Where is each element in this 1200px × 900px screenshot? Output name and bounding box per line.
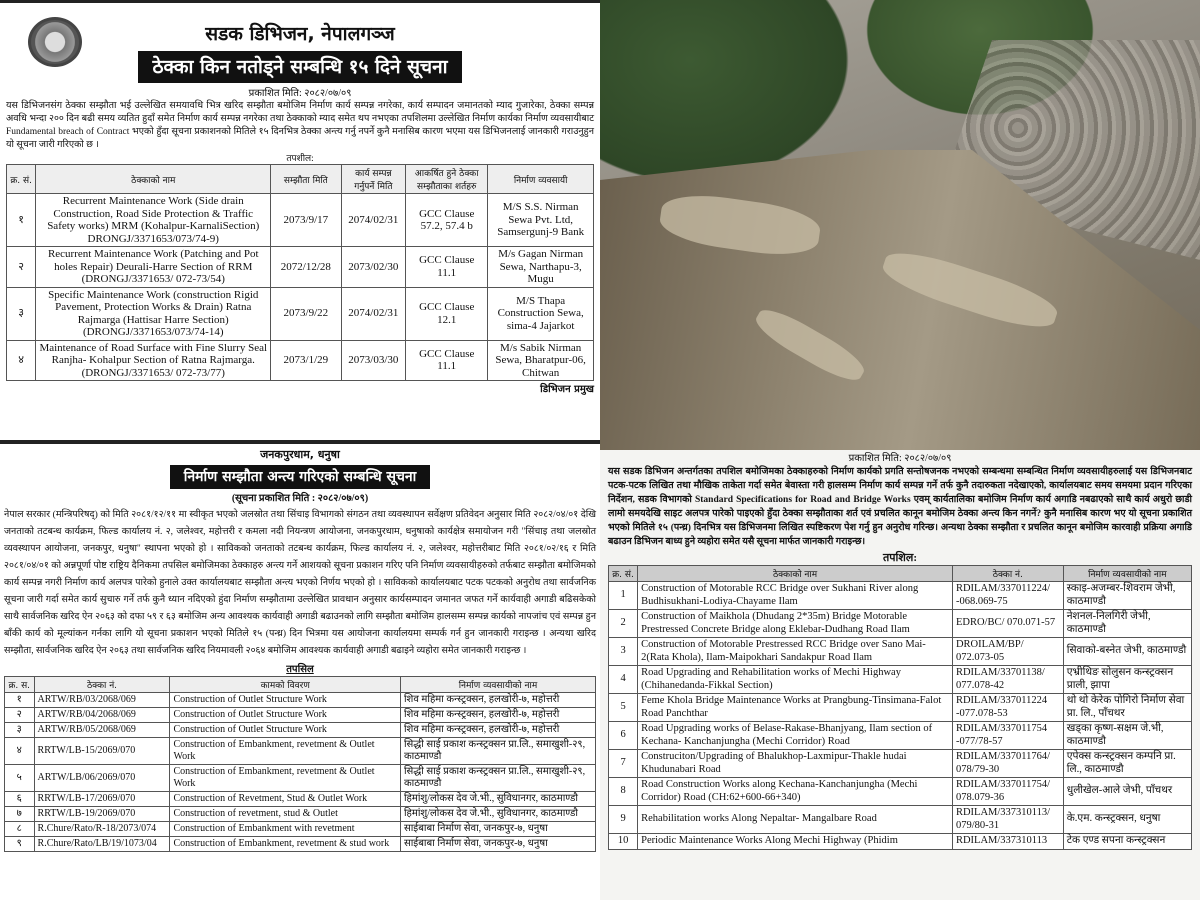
table-cell: 7 bbox=[609, 750, 638, 778]
table-cell: 3 bbox=[609, 638, 638, 666]
table-row bbox=[5, 693, 596, 708]
table-cell: शिव महिमा कन्स्ट्रक्सन, हलखोरी-७, महोत्तरी bbox=[400, 693, 595, 708]
table-cell: 2073/9/17 bbox=[271, 194, 341, 247]
table-cell: 1 bbox=[609, 582, 638, 610]
column-header: क्र. सं. bbox=[7, 165, 36, 194]
column-header: निर्माण व्यवसायीको नाम bbox=[400, 677, 595, 693]
table-cell: R.Chure/Rato/LB/19/1073/04 bbox=[34, 837, 170, 852]
column-header: सम्झौता मिति bbox=[271, 165, 341, 194]
column-header: ठेक्काको नाम bbox=[36, 165, 271, 194]
column-header: आकर्षित हुने ठेक्का सम्झौताका शर्तहरु bbox=[406, 165, 488, 194]
table-cell: हिमांशु/लोकस देव जे.भी., सुविधानगर, काठमाण्डौ bbox=[400, 807, 595, 822]
table-cell: ARTW/RB/05/2068/069 bbox=[34, 723, 170, 738]
table-cell: Rehabilitation works Along Nepaltar- Mangalbare Road bbox=[638, 806, 953, 834]
table-cell: ४ bbox=[7, 340, 36, 381]
table-row bbox=[609, 806, 1192, 834]
table-row bbox=[7, 287, 594, 340]
table-cell: M/S S.S. Nirman Sewa Pvt. Ltd, Samsergunj-9 Bank bbox=[488, 194, 594, 247]
table-cell: Recurrent Maintenance Work (Side drain Construction, Road Side Protection & Traffic Safety works) MRM (Kohalpur-KarnaliSection) DRONGJ/3371653/073/74-9) bbox=[36, 194, 271, 247]
table-cell: ARTW/RB/03/2068/069 bbox=[34, 693, 170, 708]
table-cell: M/s Sabik Nirman Sewa, Bharatpur-06, Chitwan bbox=[488, 340, 594, 381]
table-cell: Construction of Outlet Structure Work bbox=[170, 693, 400, 708]
table-cell: २ bbox=[5, 708, 35, 723]
table-row bbox=[5, 723, 596, 738]
notice-paragraph: यस डिभिजनसंग ठेक्का सम्झौता भई उल्लेखित समयावधि भित्र खरिद सम्झौता बमोजिम निर्माण कार्य सम्पन्न नगरेका, कार्य सम्पादन जमानतको म्याद गुजारेका, ठेक्का सम्पन्न अवधि भन्दा २०० दिन बढी समय व्यतित हुदाँ समेत निर्माण कार्य सम्पन्न नगरेका तथा ठेक्काको म्याद समेत थप नभएका तपशिलमा उल्लेखित निर्माण कार्यका निर्माण व्यवसायीबाट Fundamental breach of Contract भएको हुँदा सूचना प्रकाशनको मितिले १५ दिनभित्र ठेक्का अन्त्य गर्नु नपर्ने कुनै मनासिब कारण भएमा यस डिभिजनलाई जानकारी गराउनुहुन यो सूचना जारी गरिएको छ । bbox=[6, 101, 594, 150]
table-cell: Construction of Motorable RCC Bridge over Sukhani River along Budhisukhani-Lodiya-Chayame Ilam bbox=[638, 582, 953, 610]
contract-table bbox=[6, 164, 594, 381]
table-cell: Periodic Maintenance Works Along Mechi Highway (Phidim bbox=[638, 834, 953, 850]
table-cell: RDILAM/337011224 -077.078-53 bbox=[952, 694, 1063, 722]
table-cell: 10 bbox=[609, 834, 638, 850]
table-cell: साईबाबा निर्माण सेवा, जनकपुर-७, धनुषा bbox=[400, 837, 595, 852]
column-header: ठेक्का नं. bbox=[34, 677, 170, 693]
table-cell: ९ bbox=[5, 837, 35, 852]
table-row bbox=[7, 247, 594, 288]
table-cell: हिमांशु/लोकस देव जे.भी., सुविधानगर, काठमाण्डौ bbox=[400, 792, 595, 807]
table-cell: टेक एण्ड सपना कन्स्ट्रक्सन bbox=[1063, 834, 1191, 850]
notice-road-division-nepalgunj bbox=[0, 0, 600, 440]
office-name: जनकपुरधाम, धनुषा bbox=[260, 448, 340, 461]
table-cell: Specific Maintenance Work (construction Rigid Pavement, Protection Works & Drain) Ratna Rajmarga (Hattisar Harre Section) (DRONGJ/3371653/073/74-14) bbox=[36, 287, 271, 340]
table-cell: 2073/03/30 bbox=[341, 340, 406, 381]
table-row bbox=[609, 666, 1192, 694]
column-header: कार्य सम्पन्न गर्नुपर्ने मिति bbox=[341, 165, 406, 194]
table-cell: ५ bbox=[5, 765, 35, 792]
table-cell: सिवाको-बस्नेत जेभी, काठमाण्डौ bbox=[1063, 638, 1191, 666]
table-header-row bbox=[7, 165, 594, 194]
table-cell: R.Chure/Rato/R-18/2073/074 bbox=[34, 822, 170, 837]
table-cell: ८ bbox=[5, 822, 35, 837]
table-cell: Construction of Revetment, Stud & Outlet Work bbox=[170, 792, 400, 807]
column-header: क्र. स. bbox=[5, 677, 35, 693]
table-cell: Construciton/Upgrading of Bhalukhop-Laxmipur-Thakle hudai Khudunabari Road bbox=[638, 750, 953, 778]
table-cell: ARTW/RB/04/2068/069 bbox=[34, 708, 170, 723]
table-cell: RDILAM/337011754/ 078.079-36 bbox=[952, 778, 1063, 806]
table-row bbox=[5, 708, 596, 723]
table-cell: खड्का कृष्ण-सक्षम जे.भी, काठमाण्डौ bbox=[1063, 722, 1191, 750]
column-header: कामको विवरण bbox=[170, 677, 400, 693]
table-cell: Construction of Outlet Structure Work bbox=[170, 723, 400, 738]
table-cell: नेशनल-निलगिरी जेभी, काठमाण्डौ bbox=[1063, 610, 1191, 638]
road-photo bbox=[600, 0, 1200, 450]
table-cell: GCC Clause 11.1 bbox=[406, 247, 488, 288]
table-cell: Road Upgrading and Rehabilitation works of Mechi Highway (Chihanedanda-Fikkal Section) bbox=[638, 666, 953, 694]
column-header: ठेक्काको नाम bbox=[638, 566, 953, 582]
table-row bbox=[609, 750, 1192, 778]
table-cell: DROILAM/BP/ 072.073-05 bbox=[952, 638, 1063, 666]
table-cell: Construction of Embankment, revetment & Outlet Work bbox=[170, 765, 400, 792]
table-row bbox=[7, 194, 594, 247]
table-cell: RDILAM/337011754 -077/78-57 bbox=[952, 722, 1063, 750]
table-row bbox=[609, 610, 1192, 638]
table-cell: स्काइ-अजम्बर-शिवराम जेभी, काठमाण्डौ bbox=[1063, 582, 1191, 610]
table-cell: 2072/12/28 bbox=[271, 247, 341, 288]
table-cell: GCC Clause 12.1 bbox=[406, 287, 488, 340]
table-cell: M/S Thapa Construction Sewa, sima-4 Jajarkot bbox=[488, 287, 594, 340]
table-row bbox=[5, 792, 596, 807]
table-cell: RDILAM/337011764/ 078/79-30 bbox=[952, 750, 1063, 778]
table-cell: 5 bbox=[609, 694, 638, 722]
column-header: ठेक्का नं. bbox=[952, 566, 1063, 582]
table-row bbox=[609, 834, 1192, 850]
table-cell: M/s Gagan Nirman Sewa, Narthapu-3, Mugu bbox=[488, 247, 594, 288]
table-cell: 2074/02/31 bbox=[341, 287, 406, 340]
table-row bbox=[5, 738, 596, 765]
table-cell: 2074/02/31 bbox=[341, 194, 406, 247]
table-cell: 2 bbox=[609, 610, 638, 638]
table-cell: 2073/9/22 bbox=[271, 287, 341, 340]
table-cell: शिव महिमा कन्स्ट्रक्सन, हलखोरी-७, महोत्तरी bbox=[400, 723, 595, 738]
table-cell: RDILAM/337310113 bbox=[952, 834, 1063, 850]
table-cell: Feme Khola Bridge Maintenance Works at Prangbung-Tinsimana-Falot Road Panchthar bbox=[638, 694, 953, 722]
table-cell: थो थो केरेक पोगिरो निर्माण सेवा प्रा. लि., पाँचथर bbox=[1063, 694, 1191, 722]
table-cell: Recurrent Maintenance Work (Patching and Pot holes Repair) Deurali-Harre Section of RRM (DRONGJ/3371653/ 072-73/54) bbox=[36, 247, 271, 288]
table-cell: Road Construction Works along Kechana-Kanchanjungha (Mechi Corridor) Road (CH:62+600-66+340) bbox=[638, 778, 953, 806]
table-cell: के.एम. कन्स्ट्रक्सन, धनुषा bbox=[1063, 806, 1191, 834]
table-row bbox=[609, 694, 1192, 722]
table-cell: 9 bbox=[609, 806, 638, 834]
notice-title: ठेक्का किन नतोड्ने सम्बन्धि १५ दिने सूचना bbox=[138, 51, 461, 83]
column-header: क्र. सं. bbox=[609, 566, 638, 582]
notice-paragraph: यस सडक डिभिजन अन्तर्गतका तपशिल बमोजिमका ठेक्काहरुको निर्माण कार्यको प्रगति सन्तोषजनक नभएको सम्बन्धमा सम्बन्धित निर्माण व्यवसायीहरुलाई यस डिभिजनबाट पटक-पटक लिखित तथा मौखिक ताकेता गर्दा समेत बेवास्ता गरी हालसम्म निर्माण कार्य सम्पन्न गर्ने तर्फ कुनै तदारुकता नदेखाएको, कार्यालयबाट समय समयमा प्रदान गरिएका निर्देशन, सडक विभागको Standard Specifications for Road and Bridge Works एवम् कार्यतालिका बमोजिम निर्माण कार्य अगाडि नबढाएको साथै कार्य अधुरो छाडी लामो समयदेखि साइट अलपत्र पारेको पाइएको हुँदा ठेक्का सम्झौताका शर्त एवं प्रचलित कानून बमोजिम ठेक्का अन्त्य किन नगर्ने? कुनै मनासिब कारण भए यो सूचना प्रकाशित भएको मितिले १५ (पन्ध्र) दिनभित्र यस डिभिजनमा लिखित स्पष्टिकरण पेश गर्नु हुन अनुरोध गरिन्छ। अन्यथा ठेक्का सम्झौता र प्रचलित कानून बमोजिम कारवाही प्रक्रिया अगाडि बढाउन डिभिजन बाध्य हुने व्यहोरा समेत यसै सूचना मार्फत जानकारी गराइन्छ। bbox=[608, 467, 1192, 547]
table-row bbox=[609, 638, 1192, 666]
table-cell: धुलीखेल-आले जेभी, पाँचथर bbox=[1063, 778, 1191, 806]
signature-division-chief: डिभिजन प्रमुख bbox=[540, 384, 594, 395]
table-header-row bbox=[609, 566, 1192, 582]
table-header-row bbox=[5, 677, 596, 693]
column-header: निर्माण व्यवसायी bbox=[488, 165, 594, 194]
table-cell: Construction of Embankment with revetment bbox=[170, 822, 400, 837]
table-cell: १ bbox=[7, 194, 36, 247]
table-cell: ३ bbox=[5, 723, 35, 738]
terminated-contracts-table bbox=[4, 676, 596, 852]
notice-paragraph: नेपाल सरकार (मन्त्रिपरिषद्) को मिति २०८१/१२/११ मा स्वीकृत भएको जलस्रोत तथा सिंचाइ विभागको संगठन तथा व्यवस्थापन सर्वेक्षण प्रतिवेदन अनुसार मिति २०८२/०४/०१ देखि जनताको तटबन्ध कार्यक्रम, फिल्ड कार्यालय नं. २, जलेश्वर, महोत्तरी र कमला नदी नियन्त्रण आयोजना, जनकपुरधाम, धनुषाको कार्यक्षेत्र समायोजन गरी "सिंचाइ तथा जलस्रोत व्यवस्थापन आयोजना, जनकपुर, धनुषा" स्थापना भएको हो । साविकको जनताको तटबन्ध कार्यक्रम, फिल्ड कार्यालय नं. २, जलेश्वर, महोत्तरीबाट मिति २०८१/०२/१६ र मिति २०८१/०४/०१ को अन्नपूर्णा पोष्ट राष्ट्रिय दैनिकमा तपसिल बमोजिमका ठेक्काहरु अन्त्य गर्ने आशयको सूचना प्रकाशन गरिए पनि निर्माण व्यवसायीहरुको तर्फबाट सम्झौता बमोजिमको कार्य सम्पन्न नगरी निर्माण कार्य अलपत्र पारेको हुनाले उक्त कार्यालयबाट सम्झौता अन्त्य भएको निर्णय भएको हो । साविकको कार्यालयबाट पटक पटकको अनुरोध तथा सार्वजनिक सूचना जारी गर्दा समेत कार्य सुचारु गर्ने तर्फ कुनै ध्यान नदिएको हुंदा निर्माण सम्झौतामा उल्लेखित प्रावधान अनुसार कार्यसम्पादन जमानत जफत गर्ने कार्यवाही अगाडी बढिसकेको साथै सार्वजनिक खरिद ऐन २०६३ को दफा ५९ र ६३ बमोजिम अन्य आवश्यक कार्यवाही अगाडी बढाउनको लागि सम्झौता बमोजिम हालसम्म सम्पन्न कार्यको नापजांच एवं सम्पन्न हुन बाँकी कार्य को मूल्यांकन गर्नका लागि यो सूचना प्रकाशन भएको मितिले १५ (पन्ध्र) दिन भित्रमा यस आयोजना कार्यालयमा सम्पर्क गर्न हुन जानकारी गराइन्छ । अन्यथा खरिद सम्झौता, सार्वजनिक खरिद ऐन २०६३ तथा सार्वजनिक खरिद नियमावली २०६४ बमोजिम आवश्यक कार्यवाही अगाडी बढाइने व्यहोरा समेत जानकारी गराइन्छ । bbox=[4, 510, 596, 656]
table-cell: ३ bbox=[7, 287, 36, 340]
table-cell: शिव महिमा कन्स्ट्रक्सन, हलखोरी-७, महोत्तरी bbox=[400, 708, 595, 723]
table-row bbox=[7, 340, 594, 381]
table-cell: एपेक्स कन्स्ट्रक्सन कम्पनि प्रा. लि., काठमाण्डौ bbox=[1063, 750, 1191, 778]
table-cell: २ bbox=[7, 247, 36, 288]
table-cell: साईबाबा निर्माण सेवा, जनकपुर-७, धनुषा bbox=[400, 822, 595, 837]
table-cell: एभ्रीथिङ सोलुसन कन्स्ट्रक्सन प्राली, झापा bbox=[1063, 666, 1191, 694]
table-cell: GCC Clause 11.1 bbox=[406, 340, 488, 381]
table-cell: Construction of revetment, stud & Outlet bbox=[170, 807, 400, 822]
table-cell: Road Upgrading works of Belase-Rakase-Bhanjyang, Ilam section of Kechana- Kanchanjungha (Mechi Corridor) Road bbox=[638, 722, 953, 750]
notice-title: निर्माण सम्झौता अन्त्य गरिएको सम्बन्धि सूचना bbox=[170, 465, 431, 489]
table-cell: Construction of Motorable Prestressed RCC Bridge over Sano Mai-2(Rata Khola), Ilam-Maipokhari Sandakpur Road Ilam bbox=[638, 638, 953, 666]
nepal-government-emblem-icon bbox=[28, 17, 82, 67]
table-cell: ७ bbox=[5, 807, 35, 822]
table-cell: RDILAM/33701138/ 077.078-42 bbox=[952, 666, 1063, 694]
column-header: निर्माण व्यवसायीको नाम bbox=[1063, 566, 1191, 582]
office-name: सडक डिभिजन, नेपालगञ्ज bbox=[205, 23, 395, 45]
table-row bbox=[5, 837, 596, 852]
notice-road-division-ilam bbox=[600, 450, 1200, 900]
contracts-table bbox=[608, 565, 1192, 850]
table-cell: ARTW/LB/06/2069/070 bbox=[34, 765, 170, 792]
tapshil-label: तपशिल: bbox=[883, 552, 917, 564]
table-cell: सिद्धी साई प्रकाश कन्स्ट्रक्सन प्रा.लि., समाखुशी-२९, काठमाण्डौ bbox=[400, 765, 595, 792]
notice-janakpur-contract-termination bbox=[0, 440, 600, 900]
table-cell: 6 bbox=[609, 722, 638, 750]
table-row bbox=[5, 807, 596, 822]
table-cell: RDILAM/337310113/ 079/80-31 bbox=[952, 806, 1063, 834]
table-cell: RDILAM/337011224/ -068.069-75 bbox=[952, 582, 1063, 610]
table-cell: Maintenance of Road Surface with Fine Slurry Seal Ranjha- Kohalpur Section of Ratna Rajmarga. (DRONGJ/3371653/ 072-73/77) bbox=[36, 340, 271, 381]
table-row bbox=[609, 778, 1192, 806]
table-cell: Construction of Maikhola (Dhudang 2*35m) Bridge Motorable Prestressed Concrete Bridge along Eklebar-Dudhang Road Ilam bbox=[638, 610, 953, 638]
table-cell: 2073/02/30 bbox=[341, 247, 406, 288]
table-cell: GCC Clause 57.2, 57.4 b bbox=[406, 194, 488, 247]
table-cell: १ bbox=[5, 693, 35, 708]
table-row bbox=[5, 822, 596, 837]
table-cell: Construction of Outlet Structure Work bbox=[170, 708, 400, 723]
tapshil-label: तपशील: bbox=[286, 153, 314, 163]
table-cell: ६ bbox=[5, 792, 35, 807]
published-date: प्रकाशित मिति: २०८२/०७/०९ bbox=[848, 453, 952, 464]
tapshil-label: तपसिल bbox=[286, 664, 314, 675]
table-cell: Construction of Embankment, revetment & stud work bbox=[170, 837, 400, 852]
published-date: (सूचना प्रकाशित मिति : २०८२/०७/०९) bbox=[231, 493, 369, 504]
table-row bbox=[609, 722, 1192, 750]
table-cell: Construction of Embankment, revetment & Outlet Work bbox=[170, 738, 400, 765]
table-row bbox=[609, 582, 1192, 610]
table-cell: RRTW/LB-19/2069/070 bbox=[34, 807, 170, 822]
table-cell: सिद्धी साई प्रकाश कन्स्ट्रक्सन प्रा.लि., समाखुशी-२९, काठमाण्डौ bbox=[400, 738, 595, 765]
table-cell: ४ bbox=[5, 738, 35, 765]
table-cell: RRTW/LB-17/2069/070 bbox=[34, 792, 170, 807]
table-cell: 8 bbox=[609, 778, 638, 806]
table-cell: 2073/1/29 bbox=[271, 340, 341, 381]
published-date: प्रकाशित मिति: २०८२/०७/०९ bbox=[248, 88, 352, 99]
table-row bbox=[5, 765, 596, 792]
table-cell: EDRO/BC/ 070.071-57 bbox=[952, 610, 1063, 638]
table-cell: 4 bbox=[609, 666, 638, 694]
table-cell: RRTW/LB-15/2069/070 bbox=[34, 738, 170, 765]
